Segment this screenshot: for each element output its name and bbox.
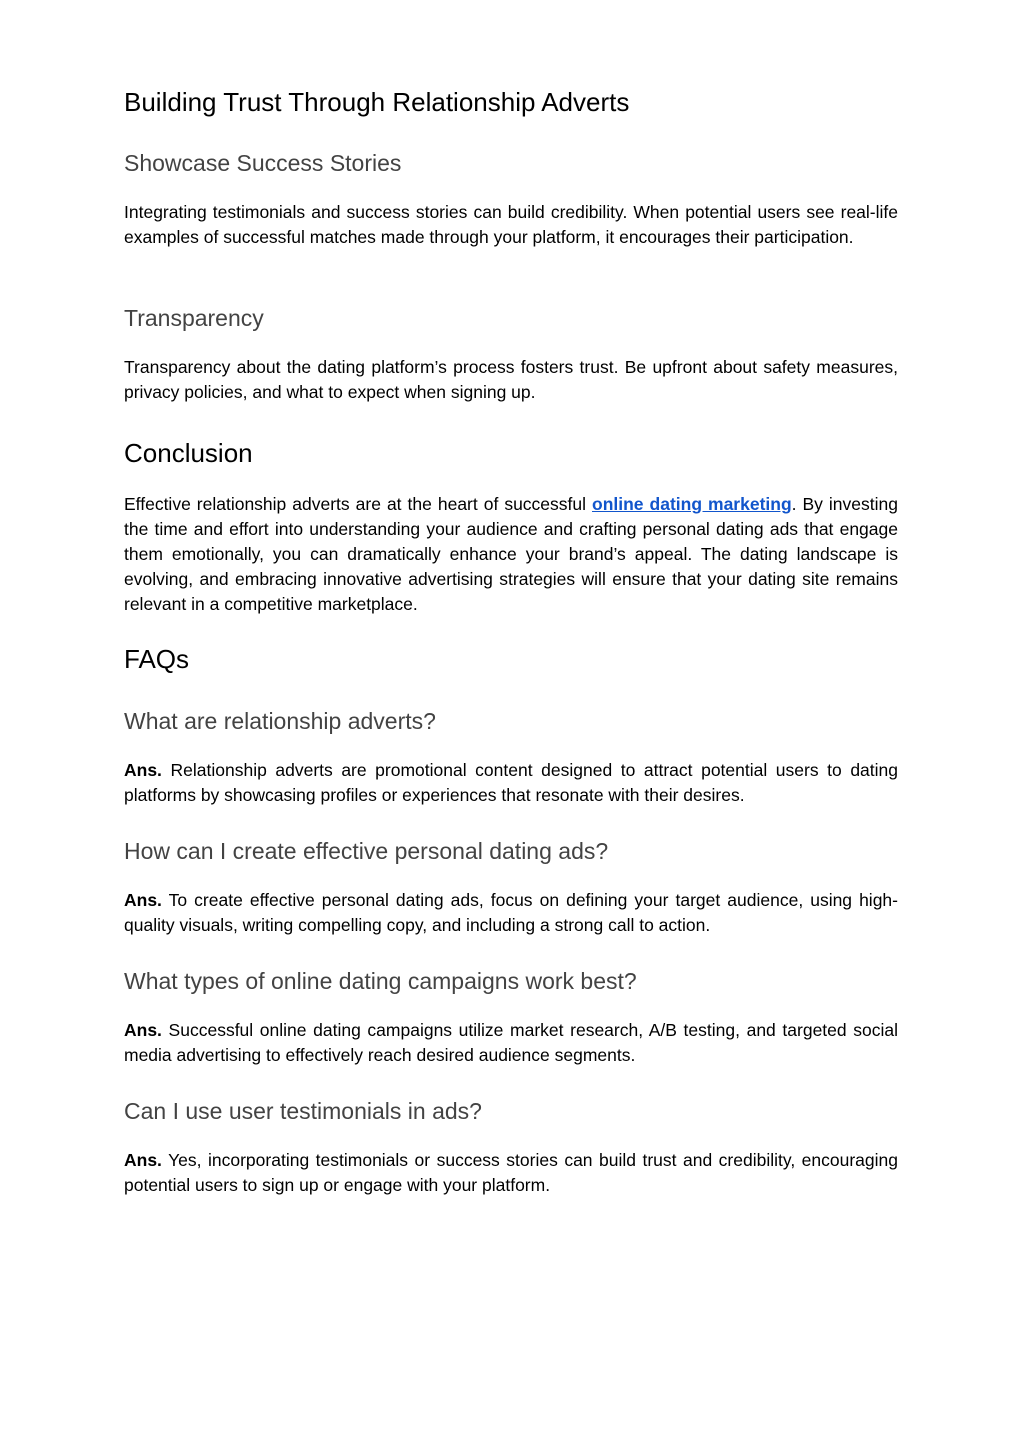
faq-question: Can I use user testimonials in ads? [124,1098,482,1124]
faq-question: What types of online dating campaigns work best? [124,968,637,994]
conclusion-heading: Conclusion [124,438,253,468]
answer-text: Successful online dating campaigns utilize market research, A/B testing, and targeted social media advertising to effectively reach desired audience segments. [124,1020,898,1065]
faq-answer [124,888,898,938]
answer-text: To create effective personal dating ads, focus on defining your target audience, using high-quality visuals, writing compelling copy, and including a strong call to action. [124,890,898,935]
faqs-heading: FAQs [124,644,190,674]
conclusion-text-after: . By investing the time and effort into understanding your audience and crafting personal dating ads that engage them emotionally, you can dramatically enhance your brand’s appeal. The dating landscape is evolving, and embracing innovative advertising strategies will ensure that your dating site remains relevant in a competitive marketplace. [124,494,898,614]
answer-prefix: Ans. [124,890,162,910]
paragraph-transparency: Transparency about the dating platform’s process fosters trust. Be upfront about safety measures, privacy policies, and what to expect when signing up. [124,357,898,402]
answer-prefix: Ans. [124,1020,162,1040]
answer-prefix: Ans. [124,1150,162,1170]
online-dating-marketing-link[interactable]: online dating marketing [592,494,792,514]
subheading-transparency: Transparency [124,305,264,331]
answer-text: Relationship adverts are promotional content designed to attract potential users to dating platforms by showcasing profiles or experiences that resonate with their desires. [124,760,898,805]
faq-answer [124,1148,898,1198]
paragraph-conclusion [124,492,898,617]
answer-prefix: Ans. [124,760,162,780]
faq-question: What are relationship adverts? [124,708,436,734]
subheading-success-stories: Showcase Success Stories [124,150,402,176]
paragraph-success-stories: Integrating testimonials and success stories can build credibility. When potential users see real-life examples of successful matches made through your platform, it encourages their participation. [124,202,898,247]
faq-question: How can I create effective personal dating ads? [124,838,609,864]
faq-answer [124,758,898,808]
faq-answer [124,1018,898,1068]
conclusion-text-before: Effective relationship adverts are at the heart of successful [124,494,593,514]
section-heading: Building Trust Through Relationship Adverts [124,87,630,117]
answer-text: Yes, incorporating testimonials or success stories can build trust and credibility, encouraging potential users to sign up or engage with your platform. [124,1150,898,1195]
